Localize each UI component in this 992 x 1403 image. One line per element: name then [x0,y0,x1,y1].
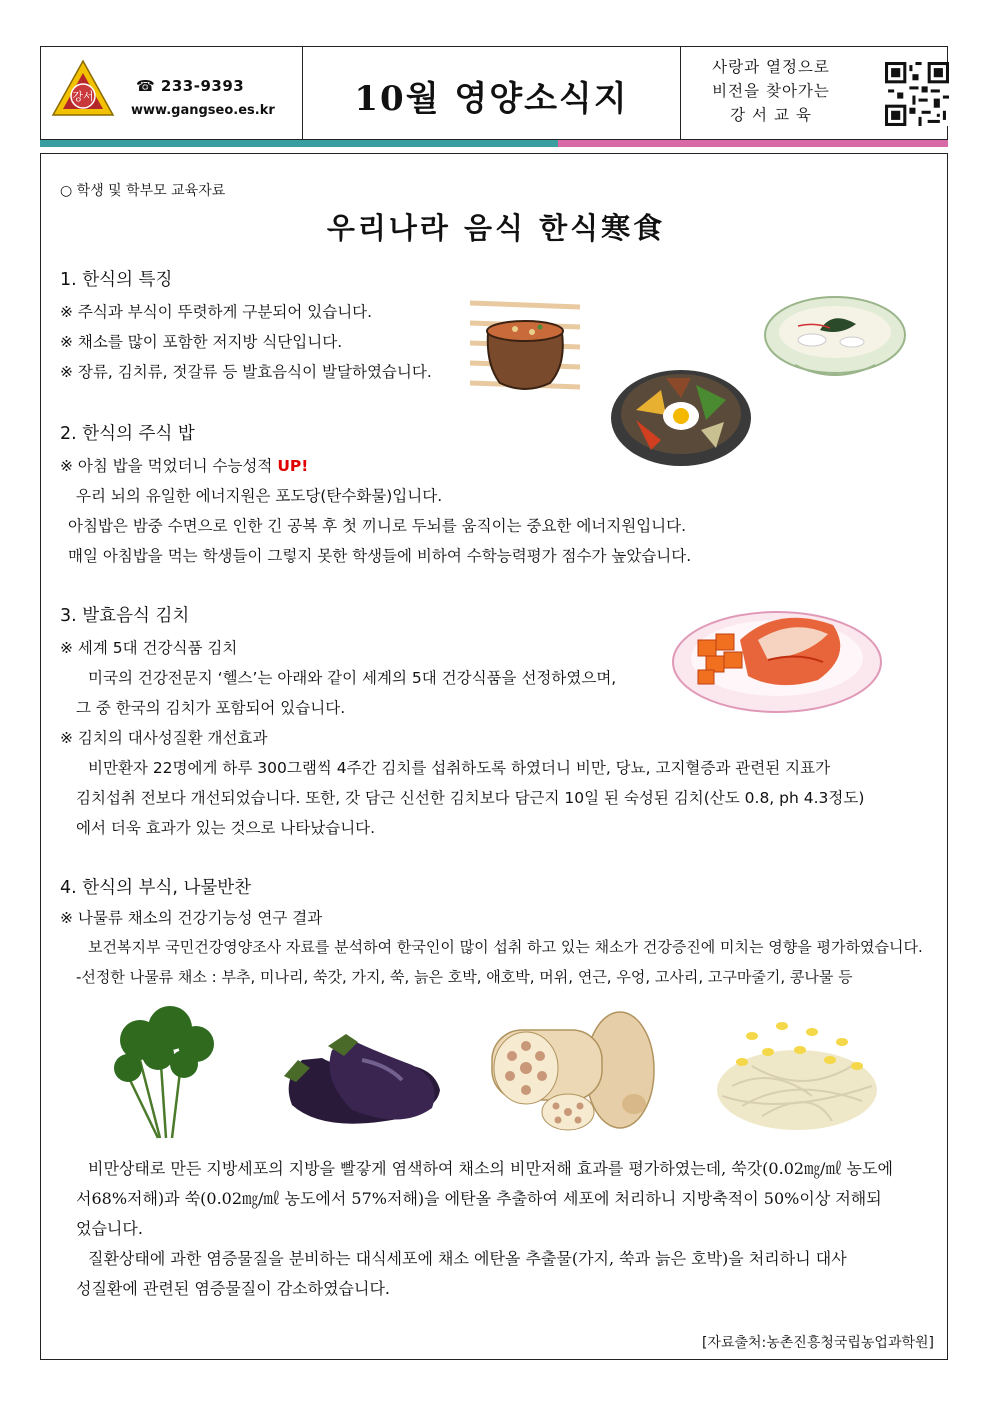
header-bar-pink [558,140,948,147]
tteokguk-bowl-illustration [760,290,910,385]
eggplant-illustration [262,1020,452,1135]
s3-line-3: 비만환자 22명에게 하루 300그램씩 4주간 김치를 섭취하도록 하였더니 비만, 당뇨, 고지혈증과 관련된 지표가 [88,759,831,777]
s1-bullet-1: ※ 주식과 부식이 뚜렷하게 구분되어 있습니다. [60,303,373,321]
motto [681,55,861,127]
s2-bullet-text: ※ 아침 밥을 먹었더니 수능성적 [60,457,278,475]
s3-bullet-1: ※ 세계 5대 건강식품 김치 [60,639,238,657]
website-link[interactable]: www.gangseo.es.kr [131,103,275,118]
motto-line-1: 사랑과 열정으로 [712,58,830,76]
up-badge: UP! [277,457,309,475]
kimchi-plate-illustration [668,600,886,718]
s4-line-1: 보건복지부 국민건강영양조사 자료를 분석하여 한국인이 많이 섭취 하고 있는 채소가 건강증진에 미치는 영향을 평가하였습니다. [88,938,923,956]
minari-illustration [100,1000,230,1140]
motto-line-2: 비전을 찾아가는 [712,82,830,100]
school-logo-icon [51,59,115,121]
s2-bullet [60,454,308,476]
audience-label: ○ 학생 및 학부모 교육자료 [60,183,226,199]
motto-line-3: 강 서 교 육 [730,106,812,124]
document-title: 우리나라 음식 한식寒食 [326,211,666,245]
s1-bullet-3: ※ 장류, 김치류, 젓갈류 등 발효음식이 발달하였습니다. [60,363,432,381]
s3-line-1: 미국의 건강전문지 ‘헬스’는 아래와 같이 세계의 5대 건강식품을 선정하였으며, [88,669,617,687]
contact-cell [41,47,303,139]
section-4-heading: 4. 한식의 부식, 나물반찬 [60,878,252,898]
s4-para-line-3: 었습니다. [76,1219,143,1238]
section-1-heading: 1. 한식의 특징 [60,270,173,290]
s4-bullet: ※ 나물류 채소의 건강기능성 연구 결과 [60,909,323,927]
s4-para-line-1: 비만상태로 만든 지방세포의 지방을 빨갛게 염색하여 채소의 비만저해 효과를 평가하였는데, 쑥갓(0.02㎎/㎖ 농도에 [88,1159,893,1178]
s3-line-5: 에서 더욱 효과가 있는 것으로 나타났습니다. [76,819,376,837]
s2-line-3: 매일 아침밥을 먹는 학생들이 그렇지 못한 학생들에 비하여 수학능력평가 점수가 높았습니다. [68,547,692,565]
s4-para-line-5: 성질환에 관련된 염증물질이 감소하였습니다. [76,1279,391,1298]
motto-cell [681,47,949,139]
section-2-heading: 2. 한식의 주식 밥 [60,424,195,444]
title-cell [303,47,681,139]
section-3-heading: 3. 발효음식 김치 [60,606,190,626]
phone-number: ☎ 233-9393 [136,77,245,95]
s4-para-line-4: 질환상태에 과한 염증물질을 분비하는 대식세포에 채소 에탄올 추출물(가지, 쑥과 늙은 호박)을 처리하니 대사 [88,1249,847,1268]
s1-bullet-2: ※ 채소를 많이 포함한 저지방 식단입니다. [60,333,343,351]
s3-bullet-2: ※ 김치의 대사성질환 개선효과 [60,729,268,747]
header-box [40,46,948,140]
s3-line-4: 김치섭취 전보다 개선되었습니다. 또한, 갓 담근 신선한 김치보다 담근지 10일 된 숙성된 김치(산도 0.8, ph 4.3정도) [76,789,865,807]
s2-line-1: 우리 뇌의 유일한 에너지원은 포도당(탄수화물)입니다. [76,487,443,505]
bean-sprouts-illustration [712,1006,882,1134]
bibimbap-bowl-illustration [606,360,756,470]
doenjang-jar-illustration [470,295,580,395]
s4-para-line-2: 서68%저해)과 쑥(0.02㎎/㎖ 농도에서 57%저해)을 에탄올 추출하여 세포에 처리하니 지방축적이 50%이상 저해되 [76,1189,882,1208]
s3-line-2: 그 중 한국의 김치가 포함되어 있습니다. [76,699,346,717]
source-citation: [자료출처:농촌진흥청국립농업과학원] [701,1335,934,1351]
qr-code-icon[interactable] [885,62,949,126]
header-bar-teal [40,140,558,147]
logo-text: 강서 [72,90,94,103]
newsletter-title: 10월 영양소식지 [354,79,629,119]
s2-line-2: 아침밥은 밤중 수면으로 인한 긴 공복 후 첫 끼니로 두뇌를 움직이는 중요한 에너지원입니다. [68,517,687,535]
lotus-root-illustration [488,1010,663,1135]
s4-line-2: -선정한 나물류 채소 : 부추, 미나리, 쑥갓, 가지, 쑥, 늙은 호박, 애호박, 머위, 연근, 우엉, 고사리, 고구마줄기, 콩나물 등 [76,968,853,986]
